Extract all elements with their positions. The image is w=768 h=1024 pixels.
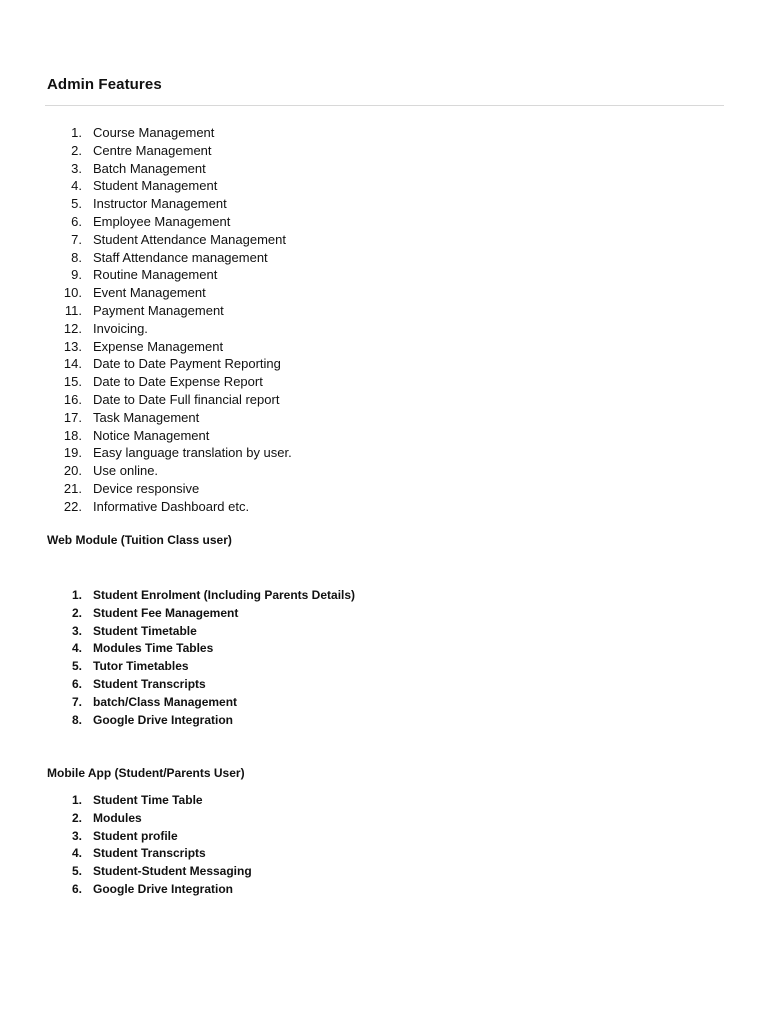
list-item-number: 4. (71, 846, 82, 861)
list-item-number: 5. (71, 196, 82, 212)
list-item-number: 2. (71, 810, 82, 825)
list-item-text: Event Management (93, 285, 206, 301)
list-item-number: 5. (71, 659, 82, 674)
list-item-text: Staff Attendance management (93, 249, 268, 265)
list-item-number: 22. (63, 498, 82, 514)
list-item-text: Routine Management (93, 267, 218, 283)
mobile-app-heading: Mobile App (Student/Parents User) (47, 766, 245, 780)
list-item-text: Student Timetable (93, 623, 197, 638)
list-item-number: 12. (63, 320, 82, 336)
list-item-number: 1. (71, 125, 82, 140)
list-item-number: 2. (71, 142, 82, 158)
list-item-text: Date to Date Payment Reporting (93, 356, 281, 372)
list-item-number: 14. (63, 356, 82, 372)
list-item-text: Google Drive Integration (93, 712, 234, 727)
list-item-number: 4. (71, 641, 82, 656)
list-item-text: Date to Date Full financial report (93, 391, 280, 407)
list-item-number: 2. (71, 605, 82, 620)
list-item-text: Tutor Timetables (93, 659, 189, 674)
list-item-text: Easy language translation by user. (93, 445, 292, 461)
list-item-text: Payment Management (93, 302, 224, 318)
list-item-number: 13. (63, 338, 82, 354)
list-item-number: 6. (71, 213, 82, 229)
list-item-number: 10. (63, 285, 82, 301)
title-divider (45, 105, 724, 106)
list-item-text: Student-Student Messaging (93, 864, 252, 879)
list-item-number: 6. (71, 676, 82, 691)
list-item-text: Google Drive Integration (93, 881, 234, 896)
list-item-number: 17. (63, 409, 82, 425)
list-item-text: Batch Management (93, 160, 206, 176)
list-item-number: 21. (63, 480, 82, 496)
list-item-text: Expense Management (93, 338, 224, 354)
list-item-number: 7. (71, 231, 82, 247)
list-item-text: Instructor Management (93, 196, 227, 212)
list-item-text: Modules Time Tables (93, 641, 214, 656)
list-item-number: 11. (64, 302, 82, 318)
list-item-number: 19. (63, 445, 82, 461)
list-item-number: 5. (71, 864, 82, 879)
list-item-number: 8. (71, 249, 82, 265)
list-item-text: Employee Management (93, 213, 231, 229)
list-item-number: 3. (71, 623, 82, 638)
list-item-text: Modules (93, 810, 142, 825)
list-item-number: 4. (71, 178, 82, 194)
list-item-text: Student profile (93, 828, 178, 843)
list-item-text: Student Enrolment (Including Parents Details) (93, 588, 356, 602)
list-item-text: Student Fee Management (93, 605, 239, 620)
list-item-text: Student Transcripts (93, 846, 206, 861)
list-item-number: 6. (71, 881, 82, 896)
list-item-number: 15. (63, 374, 82, 390)
list-item-text: Course Management (93, 125, 215, 140)
list-item-number: 8. (71, 712, 82, 727)
list-item-text: Date to Date Expense Report (93, 374, 263, 390)
list-item-number: 3. (71, 160, 82, 176)
list-item-text: Use online. (93, 463, 159, 479)
list-item-text: batch/Class Management (93, 694, 238, 709)
list-item-text: Invoicing. (93, 320, 148, 336)
list-item-number: 18. (63, 427, 82, 443)
list-item-number: 1. (71, 793, 82, 807)
list-item-text: Notice Management (93, 427, 210, 443)
list-item-number: 7. (71, 694, 82, 709)
list-item-number: 20. (63, 463, 82, 479)
list-item-number: 3. (71, 828, 82, 843)
list-item-text: Student Transcripts (93, 676, 206, 691)
list-item-number: 9. (71, 267, 82, 283)
list-item-number: 16. (63, 391, 82, 407)
list-item-number: 1. (71, 588, 82, 602)
list-item-text: Student Management (93, 178, 218, 194)
page-title: Admin Features (47, 76, 162, 93)
list-item-text: Centre Management (93, 142, 212, 158)
list-item-text: Task Management (93, 409, 200, 425)
web-module-heading: Web Module (Tuition Class user) (47, 533, 232, 547)
list-item-text: Student Time Table (93, 793, 203, 807)
list-item-text: Device responsive (93, 480, 200, 496)
list-item-text: Informative Dashboard etc. (93, 498, 250, 514)
list-item-text: Student Attendance Management (93, 231, 286, 247)
